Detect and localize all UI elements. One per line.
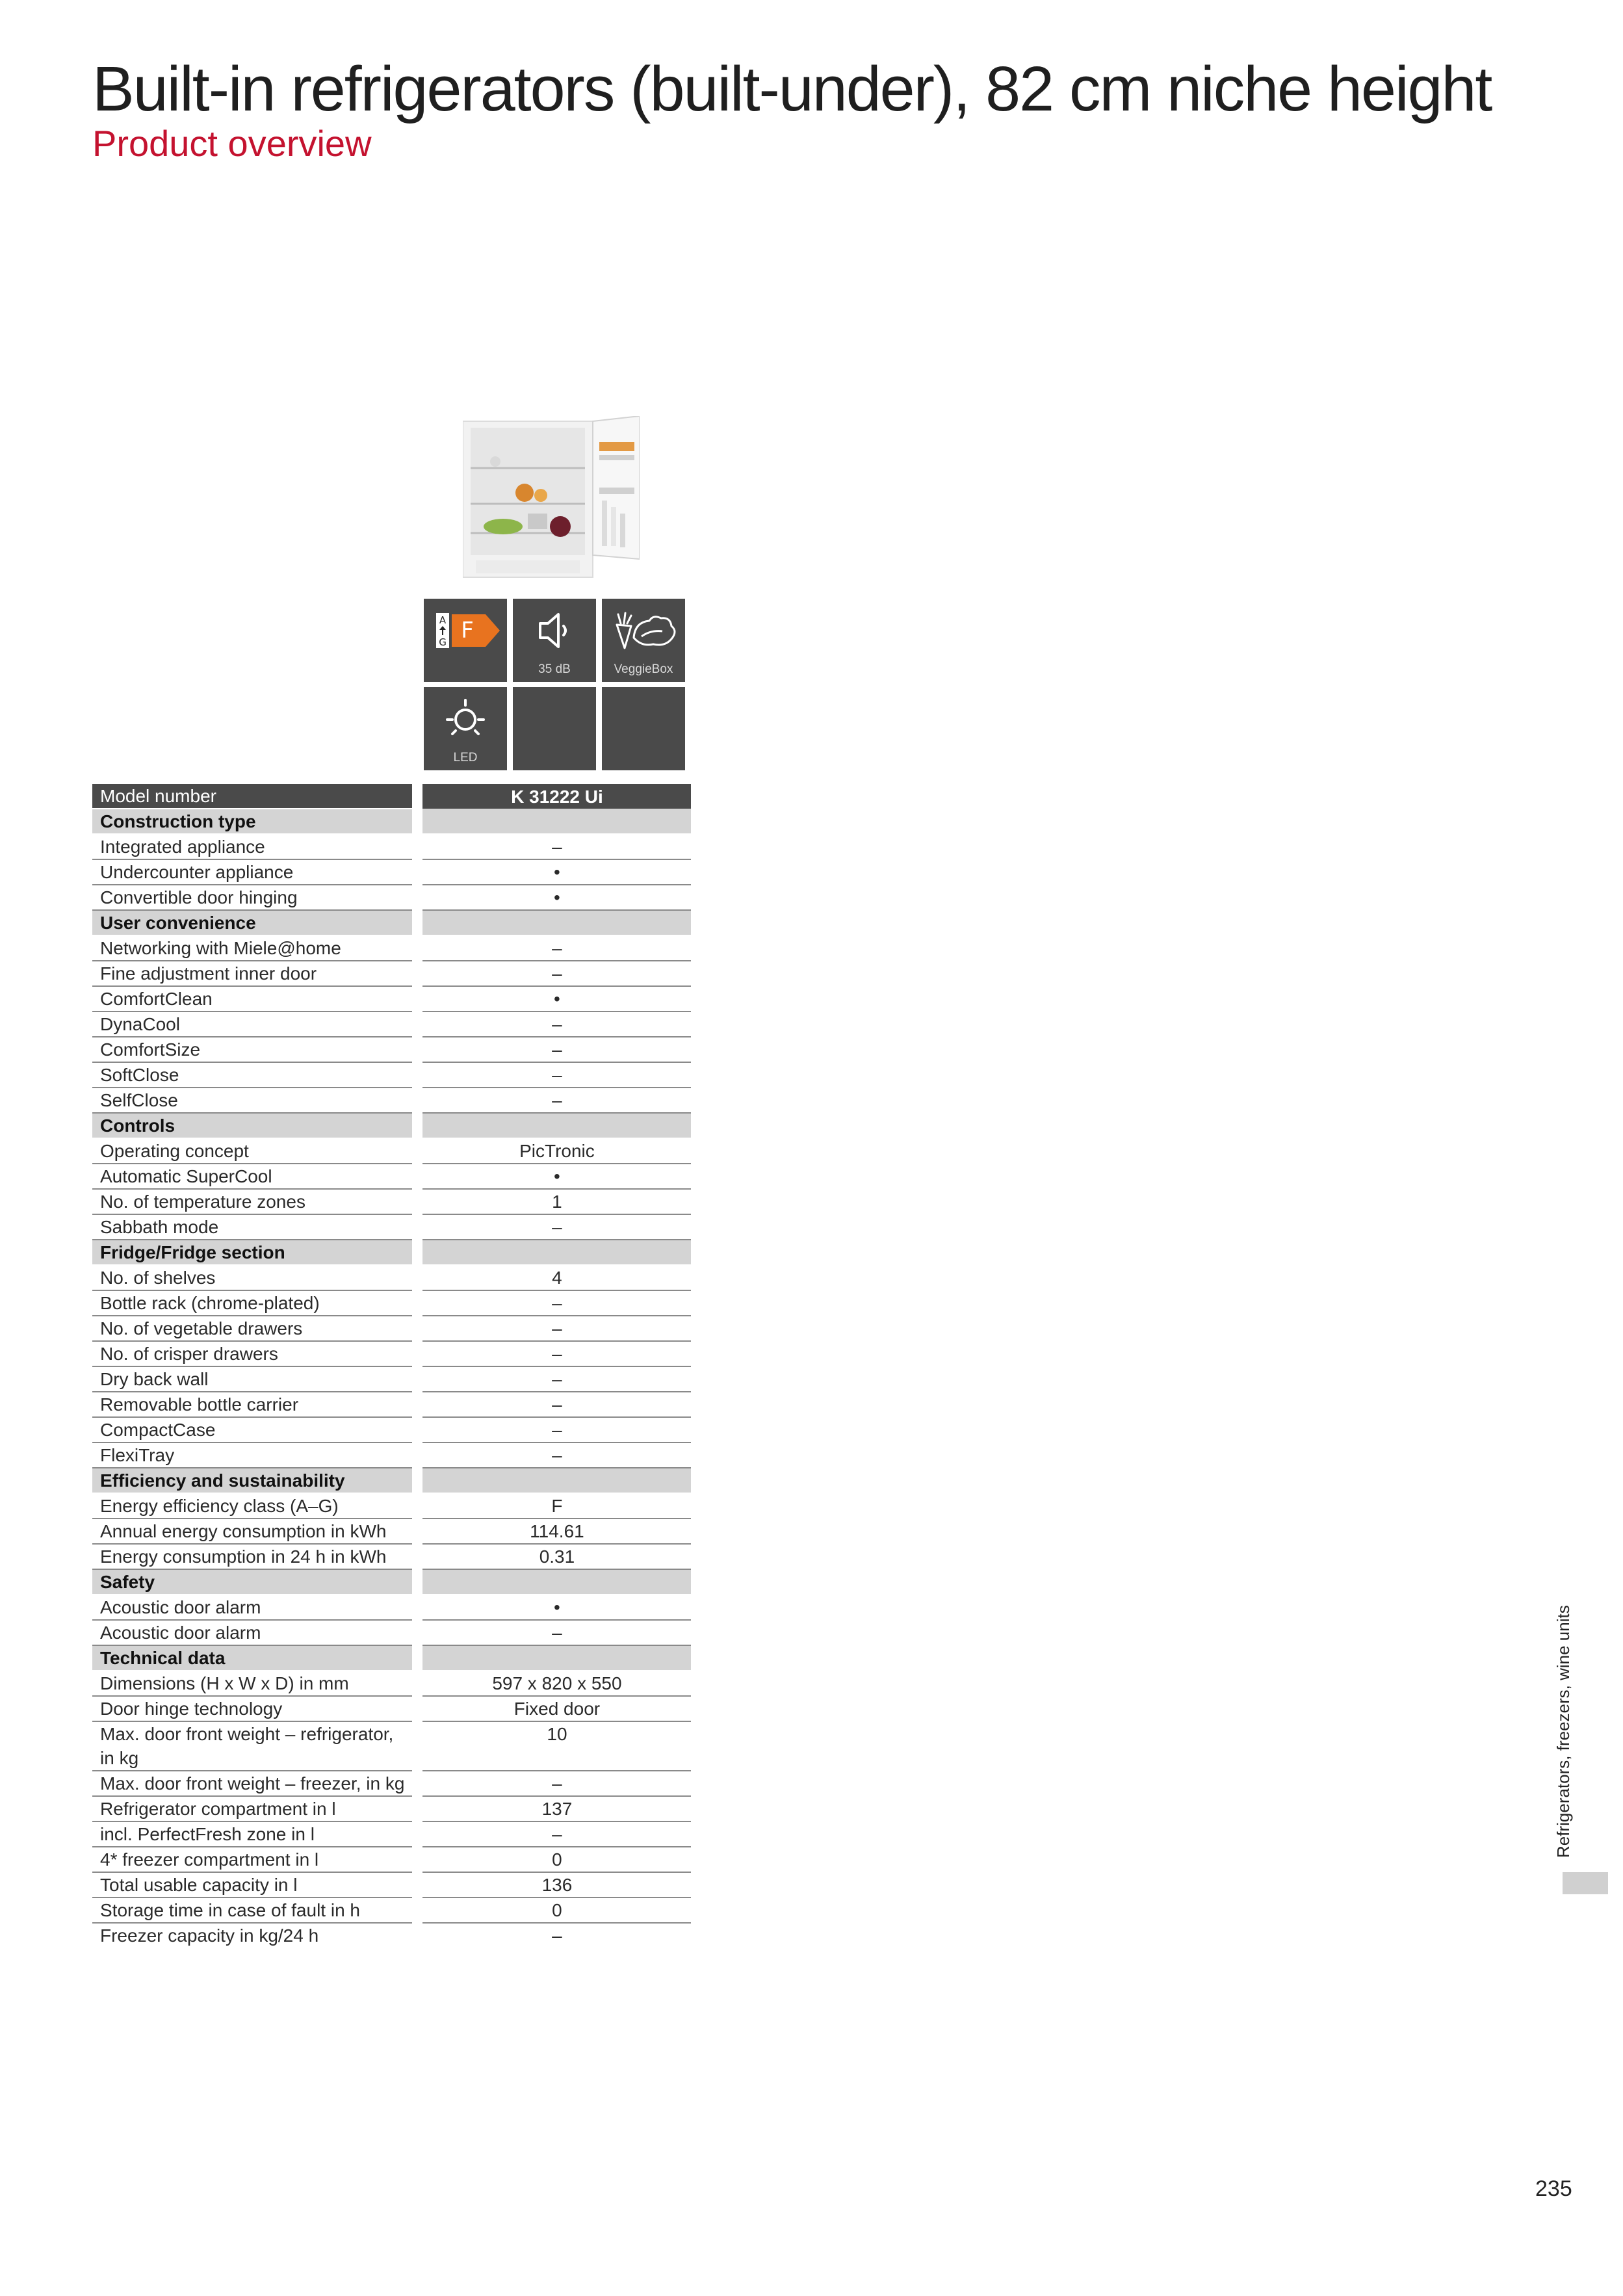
row-label: incl. PerfectFresh zone in l — [92, 1821, 412, 1847]
table-row — [92, 1290, 691, 1316]
row-value: – — [422, 1417, 691, 1442]
row-value: – — [422, 1771, 691, 1796]
feature-label-veggiebox: VeggieBox — [614, 662, 673, 676]
row-value: 114.61 — [422, 1519, 691, 1544]
row-value: – — [422, 1620, 691, 1645]
table-row — [92, 1392, 691, 1417]
row-label: No. of temperature zones — [92, 1189, 412, 1214]
feature-icons — [424, 599, 685, 770]
row-value: – — [422, 1062, 691, 1088]
section-label: Controls — [92, 1113, 412, 1138]
row-value — [422, 809, 691, 834]
model-number: K 31222 Ui — [422, 784, 691, 809]
table-row — [92, 1138, 691, 1164]
row-label: Sabbath mode — [92, 1214, 412, 1240]
table-row — [92, 961, 691, 986]
feature-label-led: LED — [453, 751, 478, 764]
table-row — [92, 1493, 691, 1519]
energy-scale-top: A — [439, 614, 447, 626]
row-value: 0.31 — [422, 1544, 691, 1569]
row-value: 136 — [422, 1872, 691, 1898]
row-value: – — [422, 1442, 691, 1468]
row-value: 0 — [422, 1847, 691, 1872]
row-label: Acoustic door alarm — [92, 1620, 412, 1645]
row-value: • — [422, 859, 691, 885]
table-header-row — [92, 784, 691, 809]
feature-tile-veggiebox — [602, 599, 685, 682]
section-tab-marker — [1563, 1872, 1608, 1894]
spec-table — [92, 784, 691, 1948]
table-row — [92, 1721, 691, 1771]
row-value: – — [422, 1341, 691, 1366]
table-row — [92, 859, 691, 885]
table-row — [92, 1417, 691, 1442]
row-value: 0 — [422, 1898, 691, 1923]
row-value: 597 x 820 x 550 — [422, 1671, 691, 1696]
row-value: – — [422, 1214, 691, 1240]
row-label: Max. door front weight – refrigerator, in kg — [92, 1721, 412, 1771]
table-row — [92, 1544, 691, 1569]
row-label: Max. door front weight – freezer, in kg — [92, 1771, 412, 1796]
feature-tile-noise — [513, 599, 596, 682]
section-label: Construction type — [92, 809, 412, 834]
row-value: • — [422, 1164, 691, 1189]
row-label: Automatic SuperCool — [92, 1164, 412, 1189]
table-row — [92, 935, 691, 961]
table-section-row — [92, 1113, 691, 1138]
table-row — [92, 986, 691, 1011]
table-row — [92, 1771, 691, 1796]
row-label: Convertible door hinging — [92, 885, 412, 910]
table-row — [92, 1341, 691, 1366]
energy-label-icon — [430, 608, 501, 653]
row-value: – — [422, 834, 691, 859]
row-label: Dry back wall — [92, 1366, 412, 1392]
row-label: No. of vegetable drawers — [92, 1316, 412, 1341]
row-value — [422, 910, 691, 935]
table-row — [92, 1595, 691, 1620]
table-row — [92, 1062, 691, 1088]
table-row — [92, 1442, 691, 1468]
row-label: SelfClose — [92, 1088, 412, 1113]
row-value: • — [422, 1595, 691, 1620]
row-label: Fine adjustment inner door — [92, 961, 412, 986]
table-section-row — [92, 1569, 691, 1595]
table-row — [92, 1164, 691, 1189]
table-row — [92, 1214, 691, 1240]
row-label: Freezer capacity in kg/24 h — [100, 1925, 319, 1946]
row-value: • — [422, 885, 691, 910]
table-row — [92, 1265, 691, 1290]
row-label: Total usable capacity in l — [92, 1872, 412, 1898]
row-value: – — [422, 1037, 691, 1062]
row-value: Fixed door — [422, 1696, 691, 1721]
row-label: Dimensions (H x W x D) in mm — [92, 1671, 412, 1696]
page-title: Built-in refrigerators (built-under), 82 cm niche height — [92, 53, 1492, 124]
energy-class: F — [461, 618, 474, 644]
table-section-row — [92, 1645, 691, 1671]
row-label: 4* freezer compartment in l — [92, 1847, 412, 1872]
row-label: Integrated appliance — [92, 834, 412, 859]
page-number: 235 — [1535, 2176, 1572, 2201]
section-tab-label: Refrigerators, freezers, wine units — [1553, 1605, 1573, 1858]
row-label: Energy consumption in 24 h in kWh — [92, 1544, 412, 1569]
table-section-row — [92, 1468, 691, 1493]
row-value: 10 — [422, 1721, 691, 1771]
section-label: Safety — [92, 1569, 412, 1595]
row-value: 4 — [422, 1265, 691, 1290]
table-row — [92, 1316, 691, 1341]
section-label: User convenience — [92, 910, 412, 935]
table-row — [92, 1696, 691, 1721]
row-value: – — [422, 935, 691, 961]
row-value: PicTronic — [422, 1138, 691, 1164]
row-value: 137 — [422, 1796, 691, 1821]
table-row — [92, 1847, 691, 1872]
row-value — [422, 1240, 691, 1265]
table-section-row — [92, 910, 691, 935]
table-row — [92, 1088, 691, 1113]
table-row — [92, 1872, 691, 1898]
energy-scale-bottom: G — [439, 636, 447, 648]
row-label: Undercounter appliance — [92, 859, 412, 885]
row-value: – — [422, 1821, 691, 1847]
row-label: DynaCool — [92, 1011, 412, 1037]
row-value: – — [422, 1366, 691, 1392]
row-value: 1 — [422, 1189, 691, 1214]
row-label: ComfortClean — [92, 986, 412, 1011]
row-value: – — [552, 1925, 562, 1946]
row-value — [422, 1113, 691, 1138]
row-value — [422, 1569, 691, 1595]
veggie-icon — [608, 608, 679, 653]
row-value: F — [422, 1493, 691, 1519]
table-row — [92, 1898, 691, 1923]
row-label: Door hinge technology — [92, 1696, 412, 1721]
row-label: SoftClose — [92, 1062, 412, 1088]
feature-label-noise: 35 dB — [538, 662, 571, 676]
row-label: Operating concept — [92, 1138, 412, 1164]
table-row — [92, 1620, 691, 1645]
feature-tile-empty — [602, 687, 685, 770]
table-row — [92, 834, 691, 859]
row-value: – — [422, 1088, 691, 1113]
speaker-icon — [528, 608, 580, 653]
row-value: – — [422, 1011, 691, 1037]
feature-tile-energy — [424, 599, 507, 682]
row-label: ComfortSize — [92, 1037, 412, 1062]
table-row — [92, 1519, 691, 1544]
feature-tile-empty — [513, 687, 596, 770]
led-light-icon — [439, 696, 491, 742]
section-label: Efficiency and sustainability — [92, 1468, 412, 1493]
product-image — [463, 416, 640, 584]
row-label: Bottle rack (chrome-plated) — [92, 1290, 412, 1316]
row-value: – — [422, 961, 691, 986]
row-value — [422, 1468, 691, 1493]
row-label: Energy efficiency class (A–G) — [92, 1493, 412, 1519]
table-section-row — [92, 809, 691, 834]
row-value: • — [422, 986, 691, 1011]
table-row — [92, 1366, 691, 1392]
table-row — [92, 885, 691, 910]
table-row — [92, 1037, 691, 1062]
row-label: No. of shelves — [92, 1265, 412, 1290]
table-row — [92, 1923, 691, 1948]
table-row — [92, 1011, 691, 1037]
row-label: Storage time in case of fault in h — [92, 1898, 412, 1923]
row-label: CompactCase — [92, 1417, 412, 1442]
table-row — [92, 1671, 691, 1696]
row-value: – — [422, 1316, 691, 1341]
row-value: – — [422, 1392, 691, 1417]
table-row — [92, 1796, 691, 1821]
section-label: Fridge/Fridge section — [92, 1240, 412, 1265]
row-label: Networking with Miele@home — [92, 935, 412, 961]
page-subtitle: Product overview — [92, 123, 372, 164]
header-label: Model number — [92, 784, 412, 809]
row-label: Removable bottle carrier — [92, 1392, 412, 1417]
row-value — [422, 1645, 691, 1671]
table-row — [92, 1189, 691, 1214]
feature-tile-led — [424, 687, 507, 770]
row-label: FlexiTray — [92, 1442, 412, 1468]
row-label: Annual energy consumption in kWh — [92, 1519, 412, 1544]
table-row — [92, 1821, 691, 1847]
section-label: Technical data — [92, 1645, 412, 1671]
row-label: Acoustic door alarm — [92, 1595, 412, 1620]
row-label: No. of crisper drawers — [92, 1341, 412, 1366]
table-section-row — [92, 1240, 691, 1265]
row-label: Refrigerator compartment in l — [92, 1796, 412, 1821]
row-value: – — [422, 1290, 691, 1316]
